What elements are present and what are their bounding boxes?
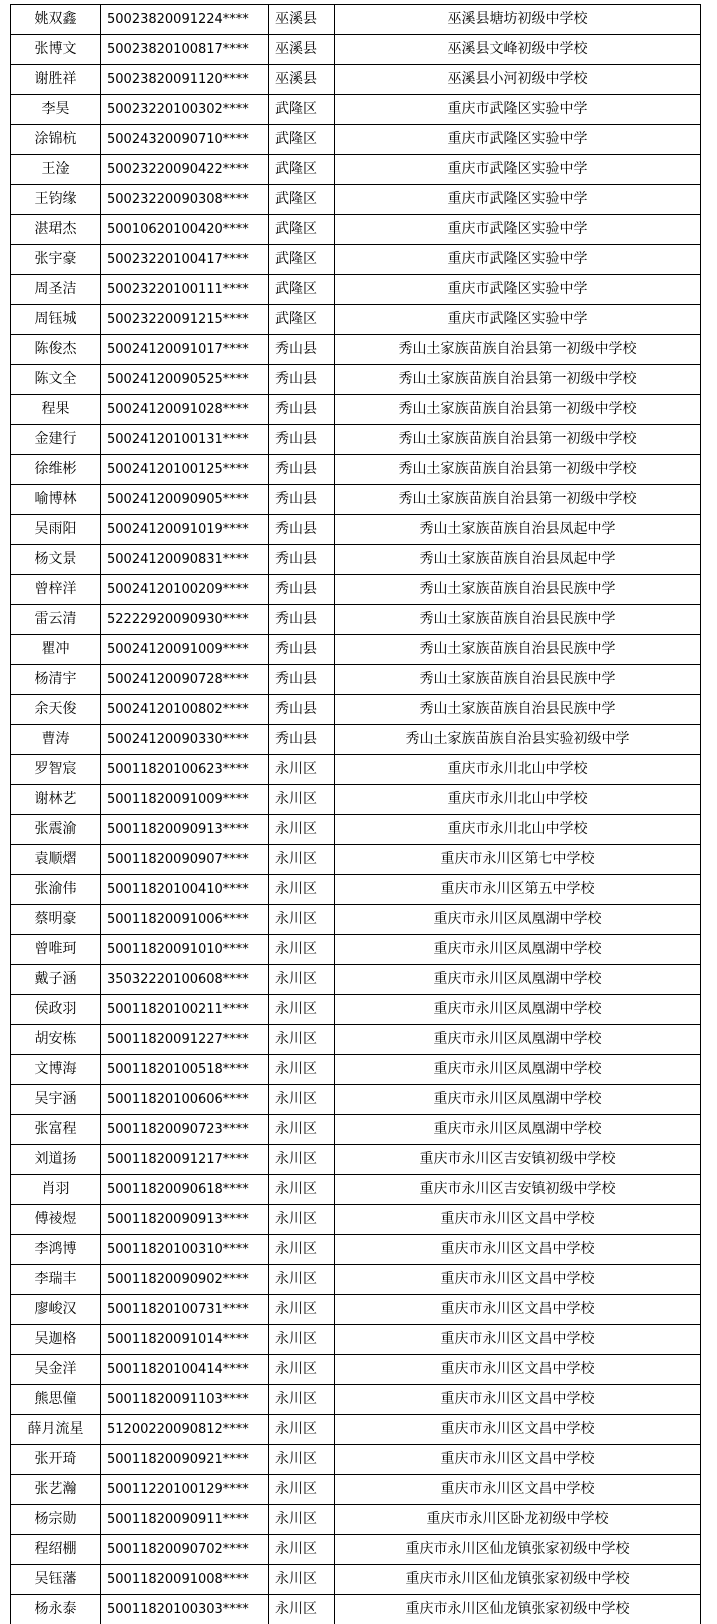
student-name-cell: 胡安栋 — [11, 1025, 101, 1055]
district-cell: 秀山县 — [269, 395, 335, 425]
id-number-cell: 50024320090710**** — [101, 125, 269, 155]
id-number-cell: 50023820091224**** — [101, 5, 269, 35]
district-cell: 永川区 — [269, 1385, 335, 1415]
student-name-cell: 罗智宸 — [11, 755, 101, 785]
table-row — [11, 1355, 701, 1385]
student-name-cell: 曾唯珂 — [11, 935, 101, 965]
table-row — [11, 1505, 701, 1535]
id-number-cell: 50023820091120**** — [101, 65, 269, 95]
table-row — [11, 845, 701, 875]
table-row — [11, 1205, 701, 1235]
student-name-cell: 张富程 — [11, 1115, 101, 1145]
district-cell: 永川区 — [269, 995, 335, 1025]
district-cell: 武隆区 — [269, 155, 335, 185]
school-cell: 秀山土家族苗族自治县民族中学 — [335, 605, 701, 635]
student-name-cell: 傅祾煜 — [11, 1205, 101, 1235]
table-row — [11, 215, 701, 245]
district-cell: 永川区 — [269, 1055, 335, 1085]
school-cell: 秀山土家族苗族自治县第一初级中学校 — [335, 335, 701, 365]
student-name-cell: 张宇豪 — [11, 245, 101, 275]
table-row — [11, 125, 701, 155]
table-row — [11, 815, 701, 845]
district-cell: 永川区 — [269, 1565, 335, 1595]
school-cell: 秀山土家族苗族自治县第一初级中学校 — [335, 425, 701, 455]
id-number-cell: 50023220100111**** — [101, 275, 269, 305]
id-number-cell: 52222920090930**** — [101, 605, 269, 635]
school-cell: 秀山土家族苗族自治县第一初级中学校 — [335, 365, 701, 395]
student-name-cell: 徐维彬 — [11, 455, 101, 485]
school-cell: 重庆市永川区凤凰湖中学校 — [335, 965, 701, 995]
table-row — [11, 1115, 701, 1145]
school-cell: 重庆市永川区凤凰湖中学校 — [335, 1055, 701, 1085]
school-cell: 重庆市永川区文昌中学校 — [335, 1325, 701, 1355]
id-number-cell: 35032220100608**** — [101, 965, 269, 995]
district-cell: 秀山县 — [269, 425, 335, 455]
id-number-cell: 50024120091028**** — [101, 395, 269, 425]
school-cell: 重庆市武隆区实验中学 — [335, 155, 701, 185]
student-name-cell: 张渝伟 — [11, 875, 101, 905]
district-cell: 永川区 — [269, 1355, 335, 1385]
table-row — [11, 1415, 701, 1445]
table-row — [11, 785, 701, 815]
table-row — [11, 1085, 701, 1115]
table-row — [11, 755, 701, 785]
student-name-cell: 王淦 — [11, 155, 101, 185]
school-cell: 重庆市武隆区实验中学 — [335, 185, 701, 215]
table-row — [11, 365, 701, 395]
district-cell: 永川区 — [269, 785, 335, 815]
student-name-cell: 刘道扬 — [11, 1145, 101, 1175]
table-row — [11, 605, 701, 635]
school-cell: 重庆市永川区吉安镇初级中学校 — [335, 1145, 701, 1175]
id-number-cell: 50024120100131**** — [101, 425, 269, 455]
table-row — [11, 935, 701, 965]
district-cell: 永川区 — [269, 875, 335, 905]
table-row — [11, 1535, 701, 1565]
school-cell: 重庆市永川区文昌中学校 — [335, 1475, 701, 1505]
table-row — [11, 65, 701, 95]
district-cell: 武隆区 — [269, 125, 335, 155]
id-number-cell: 50024120091017**** — [101, 335, 269, 365]
id-number-cell: 50024120100125**** — [101, 455, 269, 485]
id-number-cell: 50023820100817**** — [101, 35, 269, 65]
id-number-cell: 50011820100414**** — [101, 1355, 269, 1385]
school-cell: 秀山土家族苗族自治县民族中学 — [335, 695, 701, 725]
table-row — [11, 5, 701, 35]
student-name-cell: 张开琦 — [11, 1445, 101, 1475]
district-cell: 秀山县 — [269, 695, 335, 725]
school-cell: 重庆市永川区文昌中学校 — [335, 1355, 701, 1385]
table-row — [11, 35, 701, 65]
student-name-cell: 侯政羽 — [11, 995, 101, 1025]
school-cell: 重庆市永川区凤凰湖中学校 — [335, 1115, 701, 1145]
table-row — [11, 1475, 701, 1505]
table-row — [11, 875, 701, 905]
district-cell: 秀山县 — [269, 575, 335, 605]
id-number-cell: 50011820090723**** — [101, 1115, 269, 1145]
id-number-cell: 50011820090913**** — [101, 1205, 269, 1235]
id-number-cell: 50011820100303**** — [101, 1595, 269, 1624]
student-name-cell: 陈俊杰 — [11, 335, 101, 365]
school-cell: 秀山土家族苗族自治县民族中学 — [335, 665, 701, 695]
student-name-cell: 程果 — [11, 395, 101, 425]
district-cell: 永川区 — [269, 1595, 335, 1624]
table-row — [11, 695, 701, 725]
table-row — [11, 1175, 701, 1205]
id-number-cell: 50024120100802**** — [101, 695, 269, 725]
student-name-cell: 吴钰藩 — [11, 1565, 101, 1595]
student-name-cell: 喻博林 — [11, 485, 101, 515]
district-cell: 永川区 — [269, 845, 335, 875]
district-cell: 永川区 — [269, 1175, 335, 1205]
school-cell: 重庆市武隆区实验中学 — [335, 275, 701, 305]
district-cell: 永川区 — [269, 1505, 335, 1535]
district-cell: 武隆区 — [269, 185, 335, 215]
school-cell: 重庆市永川区仙龙镇张家初级中学校 — [335, 1535, 701, 1565]
table-row — [11, 1145, 701, 1175]
school-cell: 秀山土家族苗族自治县民族中学 — [335, 575, 701, 605]
district-cell: 永川区 — [269, 1535, 335, 1565]
school-cell: 重庆市武隆区实验中学 — [335, 125, 701, 155]
table-row — [11, 1565, 701, 1595]
district-cell: 永川区 — [269, 965, 335, 995]
district-cell: 秀山县 — [269, 635, 335, 665]
table-row — [11, 665, 701, 695]
id-number-cell: 50011820091010**** — [101, 935, 269, 965]
id-number-cell: 50024120090831**** — [101, 545, 269, 575]
id-number-cell: 50011820100211**** — [101, 995, 269, 1025]
district-cell: 永川区 — [269, 1475, 335, 1505]
school-cell: 重庆市永川区卧龙初级中学校 — [335, 1505, 701, 1535]
district-cell: 武隆区 — [269, 275, 335, 305]
id-number-cell: 50011820100518**** — [101, 1055, 269, 1085]
school-cell: 重庆市永川区文昌中学校 — [335, 1205, 701, 1235]
table-row — [11, 575, 701, 605]
table-row — [11, 485, 701, 515]
school-cell: 秀山土家族苗族自治县第一初级中学校 — [335, 455, 701, 485]
district-cell: 巫溪县 — [269, 5, 335, 35]
school-cell: 重庆市永川区凤凰湖中学校 — [335, 1025, 701, 1055]
student-name-cell: 肖羽 — [11, 1175, 101, 1205]
district-cell: 永川区 — [269, 1235, 335, 1265]
student-name-cell: 周圣洁 — [11, 275, 101, 305]
student-name-cell: 湛珺杰 — [11, 215, 101, 245]
district-cell: 永川区 — [269, 1415, 335, 1445]
school-cell: 重庆市永川区仙龙镇张家初级中学校 — [335, 1565, 701, 1595]
id-number-cell: 50011820090921**** — [101, 1445, 269, 1475]
student-name-cell: 吴宇涵 — [11, 1085, 101, 1115]
student-name-cell: 廖峻汉 — [11, 1295, 101, 1325]
school-cell: 秀山土家族苗族自治县民族中学 — [335, 635, 701, 665]
id-number-cell: 50024120090728**** — [101, 665, 269, 695]
id-number-cell: 50011820091103**** — [101, 1385, 269, 1415]
district-cell: 永川区 — [269, 1265, 335, 1295]
table-row — [11, 905, 701, 935]
student-name-cell: 张艺瀚 — [11, 1475, 101, 1505]
id-number-cell: 50024120090330**** — [101, 725, 269, 755]
student-name-cell: 蔡明豪 — [11, 905, 101, 935]
table-row — [11, 1595, 701, 1624]
table-row — [11, 515, 701, 545]
student-name-cell: 谢林艺 — [11, 785, 101, 815]
school-cell: 秀山土家族苗族自治县第一初级中学校 — [335, 395, 701, 425]
table-row — [11, 305, 701, 335]
district-cell: 秀山县 — [269, 545, 335, 575]
school-cell: 重庆市永川区仙龙镇张家初级中学校 — [335, 1595, 701, 1624]
id-number-cell: 50011820100310**** — [101, 1235, 269, 1265]
school-cell: 秀山土家族苗族自治县凤起中学 — [335, 515, 701, 545]
school-cell: 重庆市永川北山中学校 — [335, 755, 701, 785]
school-cell: 巫溪县塘坊初级中学校 — [335, 5, 701, 35]
id-number-cell: 50023220100302**** — [101, 95, 269, 125]
district-cell: 巫溪县 — [269, 65, 335, 95]
student-name-cell: 程绍棚 — [11, 1535, 101, 1565]
district-cell: 秀山县 — [269, 605, 335, 635]
student-name-cell: 袁顺熠 — [11, 845, 101, 875]
id-number-cell: 50023220091215**** — [101, 305, 269, 335]
district-cell: 秀山县 — [269, 665, 335, 695]
id-number-cell: 50011820100731**** — [101, 1295, 269, 1325]
school-cell: 重庆市永川区文昌中学校 — [335, 1295, 701, 1325]
student-name-cell: 张震渝 — [11, 815, 101, 845]
id-number-cell: 50024120090525**** — [101, 365, 269, 395]
student-name-cell: 陈文全 — [11, 365, 101, 395]
table-row — [11, 335, 701, 365]
table-body — [11, 5, 701, 1624]
id-number-cell: 50011820091014**** — [101, 1325, 269, 1355]
district-cell: 秀山县 — [269, 725, 335, 755]
id-number-cell: 50011220100129**** — [101, 1475, 269, 1505]
district-cell: 永川区 — [269, 935, 335, 965]
student-name-cell: 文博海 — [11, 1055, 101, 1085]
district-cell: 秀山县 — [269, 365, 335, 395]
district-cell: 秀山县 — [269, 335, 335, 365]
student-name-cell: 李鸿博 — [11, 1235, 101, 1265]
school-cell: 重庆市永川区第五中学校 — [335, 875, 701, 905]
student-name-cell: 戴子涵 — [11, 965, 101, 995]
table-row — [11, 275, 701, 305]
table-row — [11, 1235, 701, 1265]
school-cell: 重庆市永川区文昌中学校 — [335, 1235, 701, 1265]
student-name-cell: 曾梓洋 — [11, 575, 101, 605]
table-row — [11, 245, 701, 275]
table-row — [11, 1385, 701, 1415]
id-number-cell: 50011820090702**** — [101, 1535, 269, 1565]
student-name-cell: 李昊 — [11, 95, 101, 125]
student-name-cell: 雷云清 — [11, 605, 101, 635]
school-cell: 秀山土家族苗族自治县实验初级中学 — [335, 725, 701, 755]
student-name-cell: 张博文 — [11, 35, 101, 65]
id-number-cell: 50011820091008**** — [101, 1565, 269, 1595]
id-number-cell: 50011820090907**** — [101, 845, 269, 875]
school-cell: 重庆市永川区凤凰湖中学校 — [335, 1085, 701, 1115]
school-cell: 重庆市永川北山中学校 — [335, 785, 701, 815]
table-row — [11, 1025, 701, 1055]
student-name-cell: 杨宗勋 — [11, 1505, 101, 1535]
school-cell: 重庆市永川区文昌中学校 — [335, 1385, 701, 1415]
student-name-cell: 周钰城 — [11, 305, 101, 335]
school-cell: 重庆市武隆区实验中学 — [335, 245, 701, 275]
district-cell: 永川区 — [269, 1295, 335, 1325]
table-row — [11, 395, 701, 425]
school-cell: 秀山土家族苗族自治县凤起中学 — [335, 545, 701, 575]
district-cell: 武隆区 — [269, 245, 335, 275]
id-number-cell: 50024120091009**** — [101, 635, 269, 665]
id-number-cell: 50011820100410**** — [101, 875, 269, 905]
student-name-cell: 吴金洋 — [11, 1355, 101, 1385]
student-name-cell: 熊思僮 — [11, 1385, 101, 1415]
student-name-cell: 姚双鑫 — [11, 5, 101, 35]
id-number-cell: 50011820100606**** — [101, 1085, 269, 1115]
student-name-cell: 吴迦格 — [11, 1325, 101, 1355]
id-number-cell: 51200220090812**** — [101, 1415, 269, 1445]
table-row — [11, 455, 701, 485]
district-cell: 秀山县 — [269, 485, 335, 515]
student-name-cell: 谢胜祥 — [11, 65, 101, 95]
district-cell: 巫溪县 — [269, 35, 335, 65]
id-number-cell: 50011820091217**** — [101, 1145, 269, 1175]
table-row — [11, 1295, 701, 1325]
school-cell: 重庆市武隆区实验中学 — [335, 305, 701, 335]
id-number-cell: 50011820090911**** — [101, 1505, 269, 1535]
id-number-cell: 50011820091009**** — [101, 785, 269, 815]
school-cell: 重庆市永川区凤凰湖中学校 — [335, 935, 701, 965]
student-table — [10, 4, 701, 1624]
school-cell: 重庆市永川区凤凰湖中学校 — [335, 995, 701, 1025]
school-cell: 重庆市永川区凤凰湖中学校 — [335, 905, 701, 935]
table-row — [11, 1265, 701, 1295]
district-cell: 永川区 — [269, 755, 335, 785]
district-cell: 永川区 — [269, 815, 335, 845]
school-cell: 重庆市武隆区实验中学 — [335, 95, 701, 125]
school-cell: 重庆市武隆区实验中学 — [335, 215, 701, 245]
id-number-cell: 50011820090913**** — [101, 815, 269, 845]
table-row — [11, 425, 701, 455]
table-row — [11, 545, 701, 575]
student-name-cell: 李瑞丰 — [11, 1265, 101, 1295]
id-number-cell: 50024120100209**** — [101, 575, 269, 605]
school-cell: 重庆市永川区文昌中学校 — [335, 1445, 701, 1475]
id-number-cell: 50010620100420**** — [101, 215, 269, 245]
student-name-cell: 余天俊 — [11, 695, 101, 725]
student-name-cell: 王钧缘 — [11, 185, 101, 215]
school-cell: 重庆市永川北山中学校 — [335, 815, 701, 845]
district-cell: 秀山县 — [269, 515, 335, 545]
table-row — [11, 1055, 701, 1085]
id-number-cell: 50024120091019**** — [101, 515, 269, 545]
table-row — [11, 185, 701, 215]
district-cell: 武隆区 — [269, 95, 335, 125]
student-name-cell: 杨永泰 — [11, 1595, 101, 1624]
table-row — [11, 1445, 701, 1475]
district-cell: 永川区 — [269, 1025, 335, 1055]
student-name-cell: 杨清宇 — [11, 665, 101, 695]
district-cell: 永川区 — [269, 1085, 335, 1115]
district-cell: 秀山县 — [269, 455, 335, 485]
table-row — [11, 995, 701, 1025]
district-cell: 武隆区 — [269, 215, 335, 245]
id-number-cell: 50011820090618**** — [101, 1175, 269, 1205]
table-row — [11, 95, 701, 125]
id-number-cell: 50011820091227**** — [101, 1025, 269, 1055]
school-cell: 巫溪县文峰初级中学校 — [335, 35, 701, 65]
student-name-cell: 杨文景 — [11, 545, 101, 575]
district-cell: 永川区 — [269, 1115, 335, 1145]
student-name-cell: 薛月流星 — [11, 1415, 101, 1445]
table-row — [11, 1325, 701, 1355]
id-number-cell: 50011820100623**** — [101, 755, 269, 785]
table-row — [11, 725, 701, 755]
id-number-cell: 50023220090422**** — [101, 155, 269, 185]
student-name-cell: 吴雨阳 — [11, 515, 101, 545]
table-row — [11, 155, 701, 185]
district-cell: 永川区 — [269, 1325, 335, 1355]
id-number-cell: 50024120090905**** — [101, 485, 269, 515]
district-cell: 武隆区 — [269, 305, 335, 335]
district-cell: 永川区 — [269, 905, 335, 935]
school-cell: 重庆市永川区第七中学校 — [335, 845, 701, 875]
id-number-cell: 50023220090308**** — [101, 185, 269, 215]
district-cell: 永川区 — [269, 1445, 335, 1475]
table-row — [11, 635, 701, 665]
school-cell: 重庆市永川区文昌中学校 — [335, 1415, 701, 1445]
school-cell: 巫溪县小河初级中学校 — [335, 65, 701, 95]
student-name-cell: 涂锦杭 — [11, 125, 101, 155]
id-number-cell: 50023220100417**** — [101, 245, 269, 275]
school-cell: 秀山土家族苗族自治县第一初级中学校 — [335, 485, 701, 515]
id-number-cell: 50011820091006**** — [101, 905, 269, 935]
table-row — [11, 965, 701, 995]
id-number-cell: 50011820090902**** — [101, 1265, 269, 1295]
school-cell: 重庆市永川区吉安镇初级中学校 — [335, 1175, 701, 1205]
district-cell: 永川区 — [269, 1205, 335, 1235]
student-name-cell: 曹涛 — [11, 725, 101, 755]
district-cell: 永川区 — [269, 1145, 335, 1175]
student-name-cell: 瞿冲 — [11, 635, 101, 665]
school-cell: 重庆市永川区文昌中学校 — [335, 1265, 701, 1295]
student-name-cell: 金建行 — [11, 425, 101, 455]
